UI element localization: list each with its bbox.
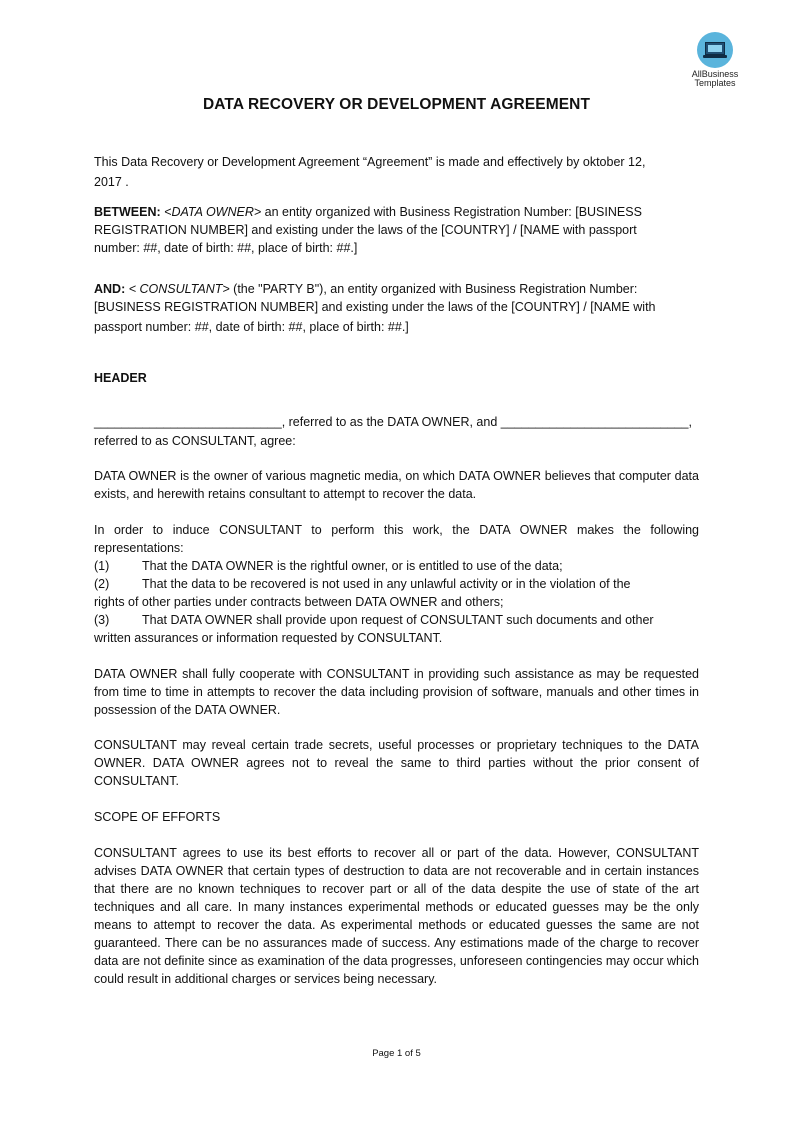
between-label: BETWEEN: [94, 205, 161, 219]
laptop-icon [697, 32, 733, 68]
company-logo [684, 32, 746, 88]
and-line-1 [94, 280, 637, 298]
between-line-1 [94, 203, 642, 221]
referred-line-2: referred to as CONSULTANT, agree: [94, 434, 296, 448]
between-line-1-rest: an entity organized with Business Registration Number: [BUSINESS [261, 205, 642, 219]
document-title: DATA RECOVERY OR DEVELOPMENT AGREEMENT [202, 96, 591, 113]
and-label: AND: [94, 282, 126, 296]
representation-text: That the data to be recovered is not used in any unlawful activity or in the violation of the [142, 577, 631, 591]
logo-text [684, 70, 746, 88]
representation-number: (1) [94, 559, 110, 573]
representation-3-continued: written assurances or information requested by CONSULTANT. [94, 631, 443, 645]
paragraph-cooperate: DATA OWNER shall fully cooperate with CONSULTANT in providing such assistance as may be requested from time to time in attempts to recover the data including provision of software, manuals and other times in possession of the DATA OWNER. [94, 667, 699, 717]
between-line-2: REGISTRATION NUMBER] and existing under the laws of the [COUNTRY] / [NAME with passport [94, 223, 637, 237]
representation-1 [94, 557, 563, 575]
and-line-2: [BUSINESS REGISTRATION NUMBER] and existing under the laws of the [COUNTRY] / [NAME with [94, 300, 656, 314]
representation-3 [94, 611, 654, 629]
representation-2 [94, 575, 630, 593]
representation-number: (2) [94, 577, 110, 591]
intro-line-2: 2017 . [94, 175, 129, 189]
logo-line-2: Templates [694, 78, 736, 88]
and-line-1-rest: (the "PARTY B"), an entity organized with Business Registration Number: [229, 282, 638, 296]
page-number: Page 1 of 5 [372, 1048, 421, 1059]
header-heading: HEADER [94, 371, 147, 385]
scope-heading: SCOPE OF EFFORTS [94, 810, 221, 824]
between-line-3: number: ##, date of birth: ##, place of birth: ##.] [94, 241, 358, 255]
paragraph-secrets: CONSULTANT may reveal certain trade secrets, useful processes or proprietary techniques to the DATA OWNER. DATA OWNER agrees not to reveal the same to third parties without the prior consent of CONSULTANT. [94, 738, 699, 788]
referred-line-1: ___________________________, referred to as the DATA OWNER, and ___________________________, [94, 415, 692, 429]
representation-text: That DATA OWNER shall provide upon request of CONSULTANT such documents and other [142, 613, 654, 627]
paragraph-scope: CONSULTANT agrees to use its best efforts to recover all or part of the data. However, CONSULTANT advises DATA OWNER that certain types of destruction to data are not recoverable and in certain instances that there are no known techniques to recover part or all of the data despite the use of state of the art techniques and all care. In many instances experimental methods or educated guesses may be the only means to attempt to recover the data. As experimental methods or educated guesses the same are not guaranteed. There can be no assurances made of success. Any estimations made of the charge to recover data are not definite since as examination of the data progresses, unforeseen contingencies may occur which could result in additional charges or services being necessary. [94, 846, 699, 986]
and-line-3: passport number: ##, date of birth: ##, place of birth: ##.] [94, 320, 409, 334]
between-party: <DATA OWNER> [164, 205, 262, 219]
paragraph-induce: In order to induce CONSULTANT to perform this work, the DATA OWNER makes the following representations: [94, 523, 699, 555]
and-party: < CONSULTANT> [128, 282, 230, 296]
intro-line-1: This Data Recovery or Development Agreement “Agreement” is made and effectively by oktober 12, [94, 155, 646, 169]
logo-line-1: AllBusiness [691, 69, 739, 79]
representation-2-continued: rights of other parties under contracts between DATA OWNER and others; [94, 595, 504, 609]
representation-number: (3) [94, 613, 110, 627]
representation-text: That the DATA OWNER is the rightful owner, or is entitled to use of the data; [142, 559, 563, 573]
paragraph-owner: DATA OWNER is the owner of various magnetic media, on which DATA OWNER believes that computer data exists, and herewith retains consultant to attempt to recover the data. [94, 469, 699, 501]
